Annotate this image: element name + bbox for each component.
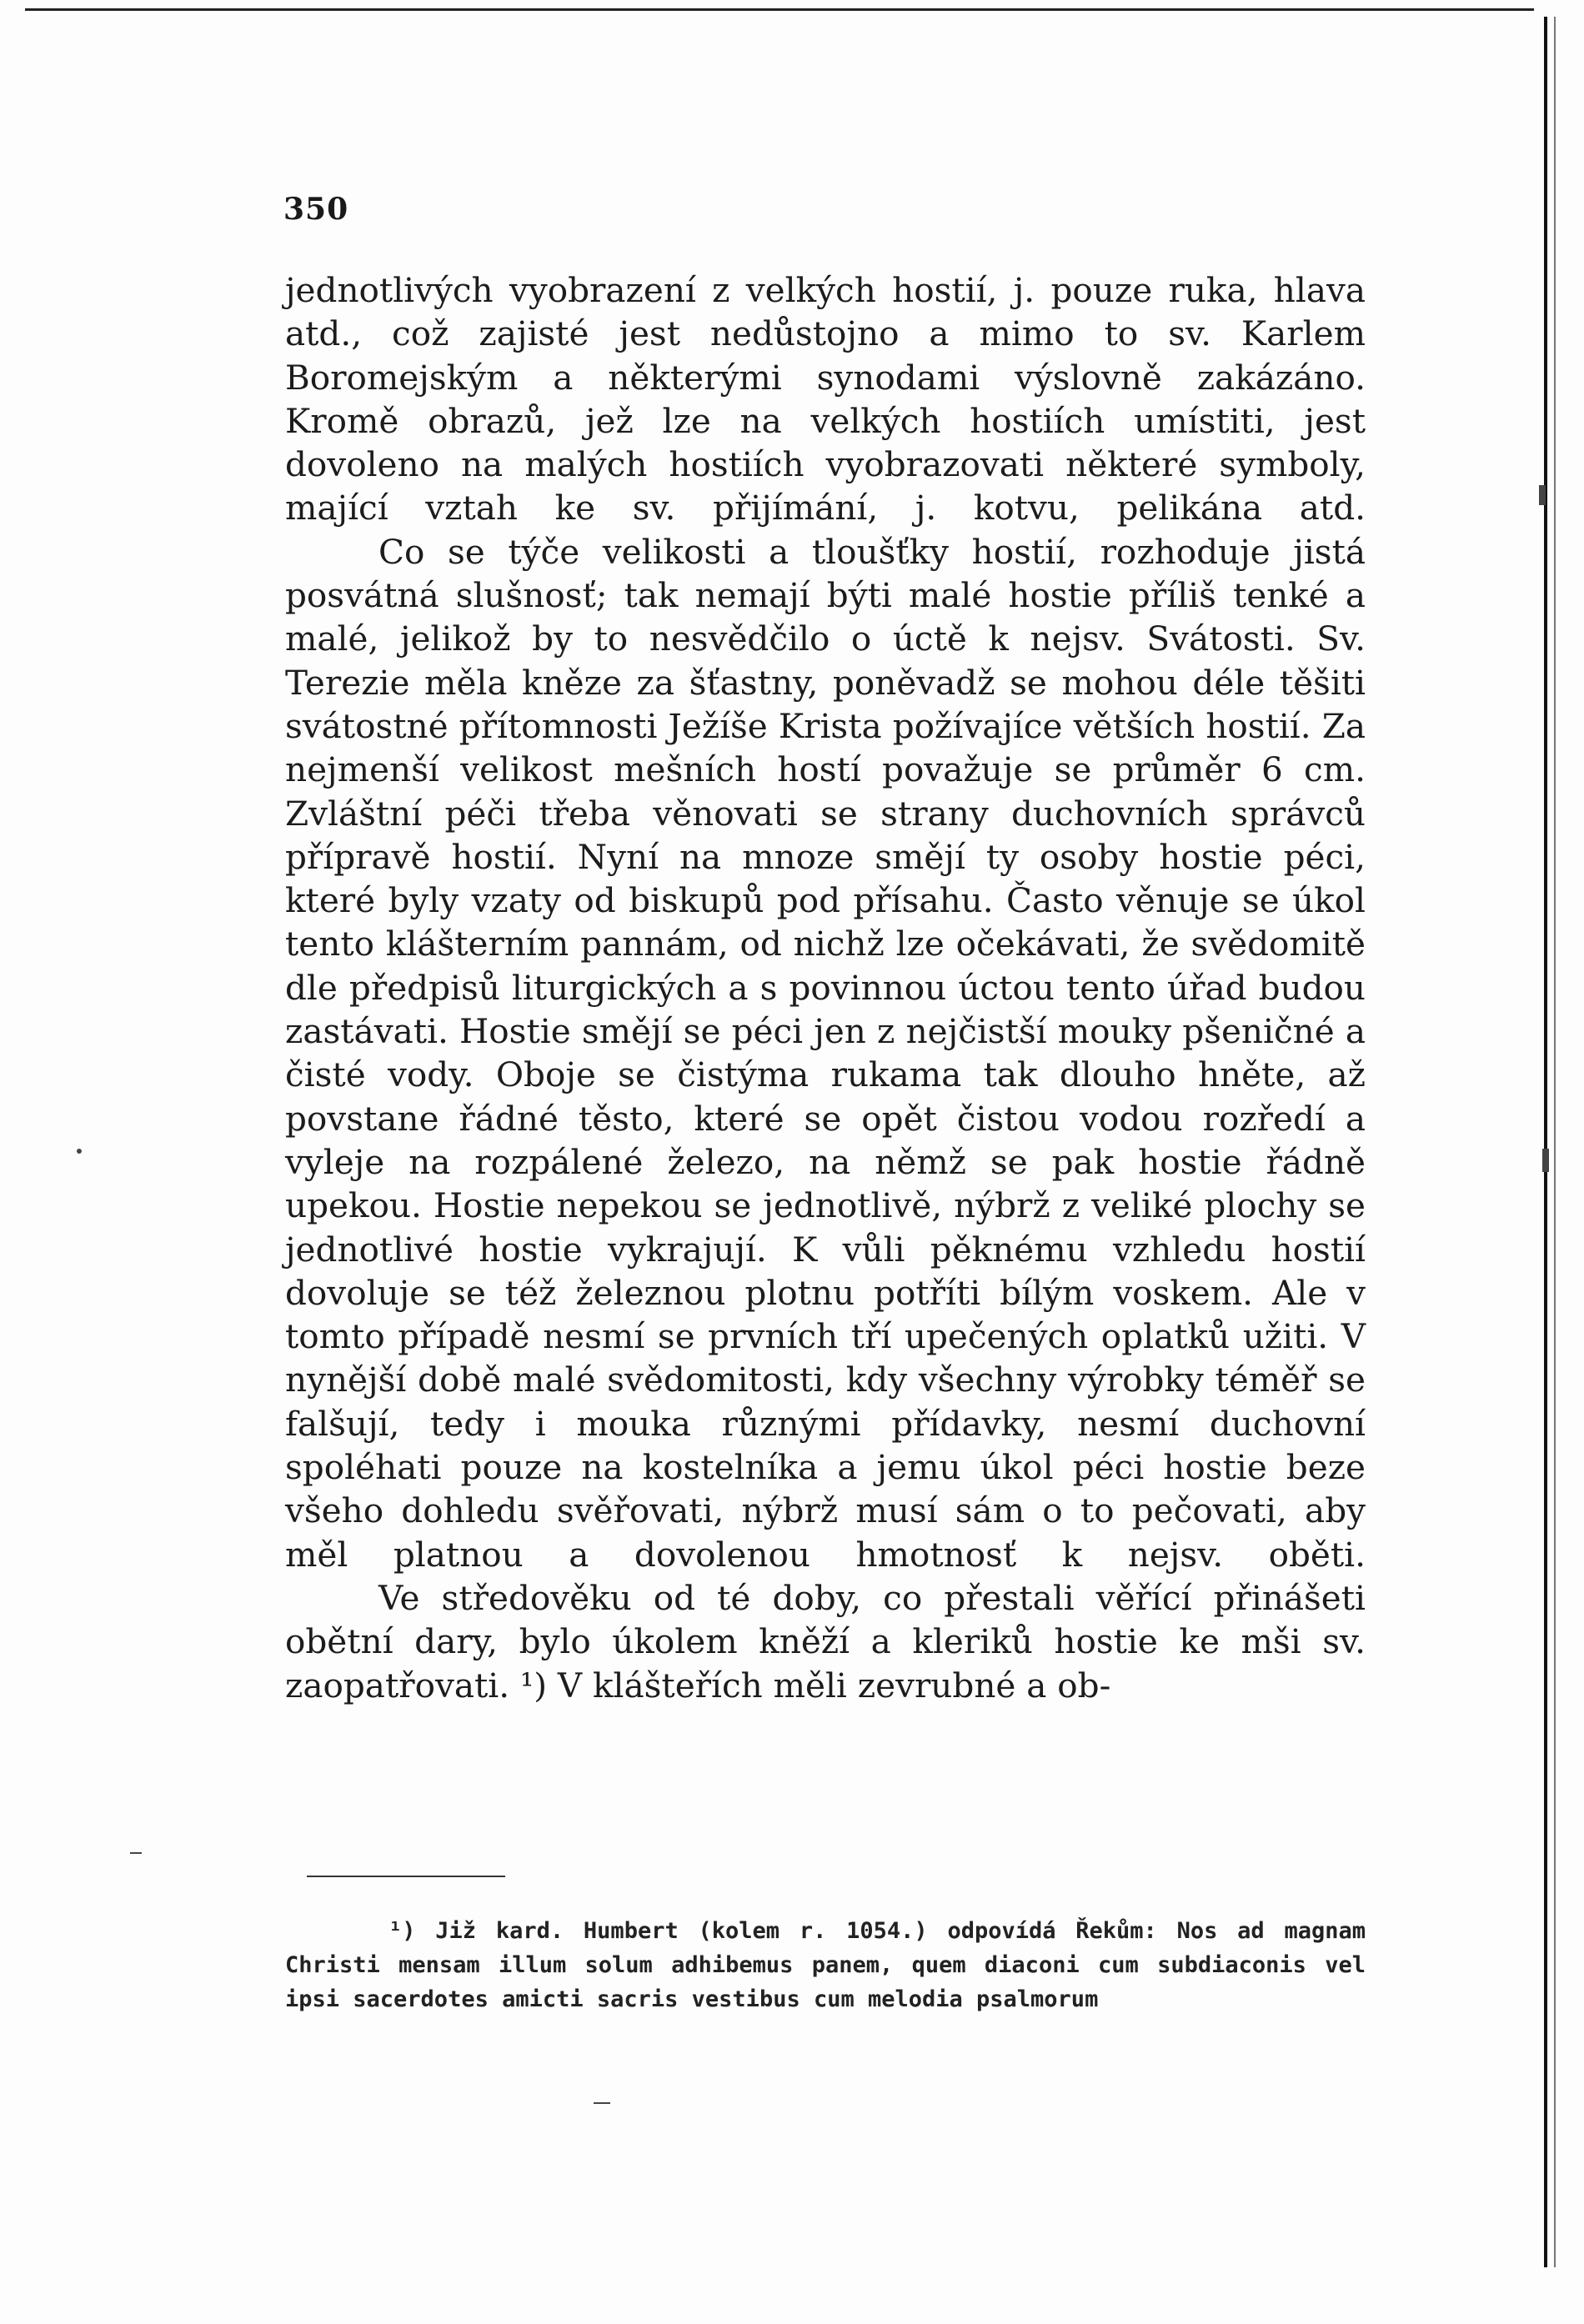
footnote-text: ¹) Již kard. Humbert (kolem r. 1054.) odpovídá Řekům: Nos ad magnam Christi mensam illum solum adhibemus panem, quem diaconi cum subdiaconis vel ipsi sacerdotes amicti sacris vestibus cum melodia psalmorum	[285, 1918, 1366, 2012]
scan-speck	[130, 1852, 142, 1854]
scan-right-edge-line	[1554, 17, 1556, 2267]
scan-speck	[1542, 1149, 1549, 1172]
paragraph-3: Ve středověku od té doby, co přestali věřící přinášeti obětní dary, bylo úkolem kněží a kleriků hostie ke mši sv. zaopatřovati. ¹) V klášteřích měli zevrubné a ob-	[285, 1577, 1366, 1705]
scan-right-edge	[1544, 17, 1569, 2267]
scan-speck	[594, 2102, 610, 2104]
scan-speck	[77, 1149, 82, 1154]
page-number: 350	[283, 192, 349, 227]
footnote	[285, 1914, 1366, 2016]
scan-top-edge	[25, 8, 1534, 11]
paragraph-1: jednotlivých vyobrazení z velkých hostií, j. pouze ruka, hlava atd., což zajisté jest nedůstojno a mimo to sv. Karlem Boromejským a některými synodami výslovně zakázáno. Kromě obrazů, jež lze na velkých hostiích umístiti, jest dovoleno na malých hostiích vyobrazovati některé symboly, mající vztah ke sv. přijímání, j. kotvu, pelikána atd.	[285, 270, 1366, 528]
footnote-separator	[307, 1876, 505, 1877]
scan-speck	[1539, 485, 1546, 505]
paragraph-2: Co se týče velikosti a tloušťky hostií, rozhoduje jistá posvátná slušnosť; tak nemají býti malé hostie příliš tenké a malé, jelikož by to nesvědčilo o úctě k nejsv. Svátosti. Sv. Terezie měla kněze za šťastny, poněvadž se mohou déle těšiti svátostné přítomnosti Ježíše Krista požívajíce větších hostií. Za nejmenší velikost mešních hostí považuje se průměr 6 cm. Zvláštní péči třeba věnovati se strany duchovních správců přípravě hostií. Nyní na mnoze smějí ty osoby hostie péci, které byly vzaty od biskupů pod přísahu. Často věnuje se úkol tento klášterním pannám, od nichž lze očekávati, že svědomitě dle předpisů liturgických a s povinnou úctou tento úřad budou zastávati. Hostie smějí se péci jen z nejčistší mouky pšeničné a čisté vody. Oboje se čistýma rukama tak dlouho hněte, až povstane řádné těsto, které se opět čistou vodou rozředí a vyleje na rozpálené železo, na němž se pak hostie řádně upekou. Hostie nepekou se jednotlivě, nýbrž z veliké plochy se jednotlivé hostie vykrajují. K vůli pěknému vzhledu hostií dovoluje se též železnou plotnu potříti bílým voskem. Ale v tomto případě nesmí se prvních tří upečených oplatků užiti. V nynější době malé svědomitosti, kdy všechny výrobky téměř se falšují, tedy i mouka různými přídavky, nesmí duchovní spoléhati pouze na kostelníka a jemu úkol péci hostie beze všeho dohledu svěřovati, nýbrž musí sám o to pečovati, aby měl platnou a dovolenou hmotnosť k nejsv. oběti.	[285, 531, 1366, 1575]
main-text	[285, 268, 1366, 1707]
